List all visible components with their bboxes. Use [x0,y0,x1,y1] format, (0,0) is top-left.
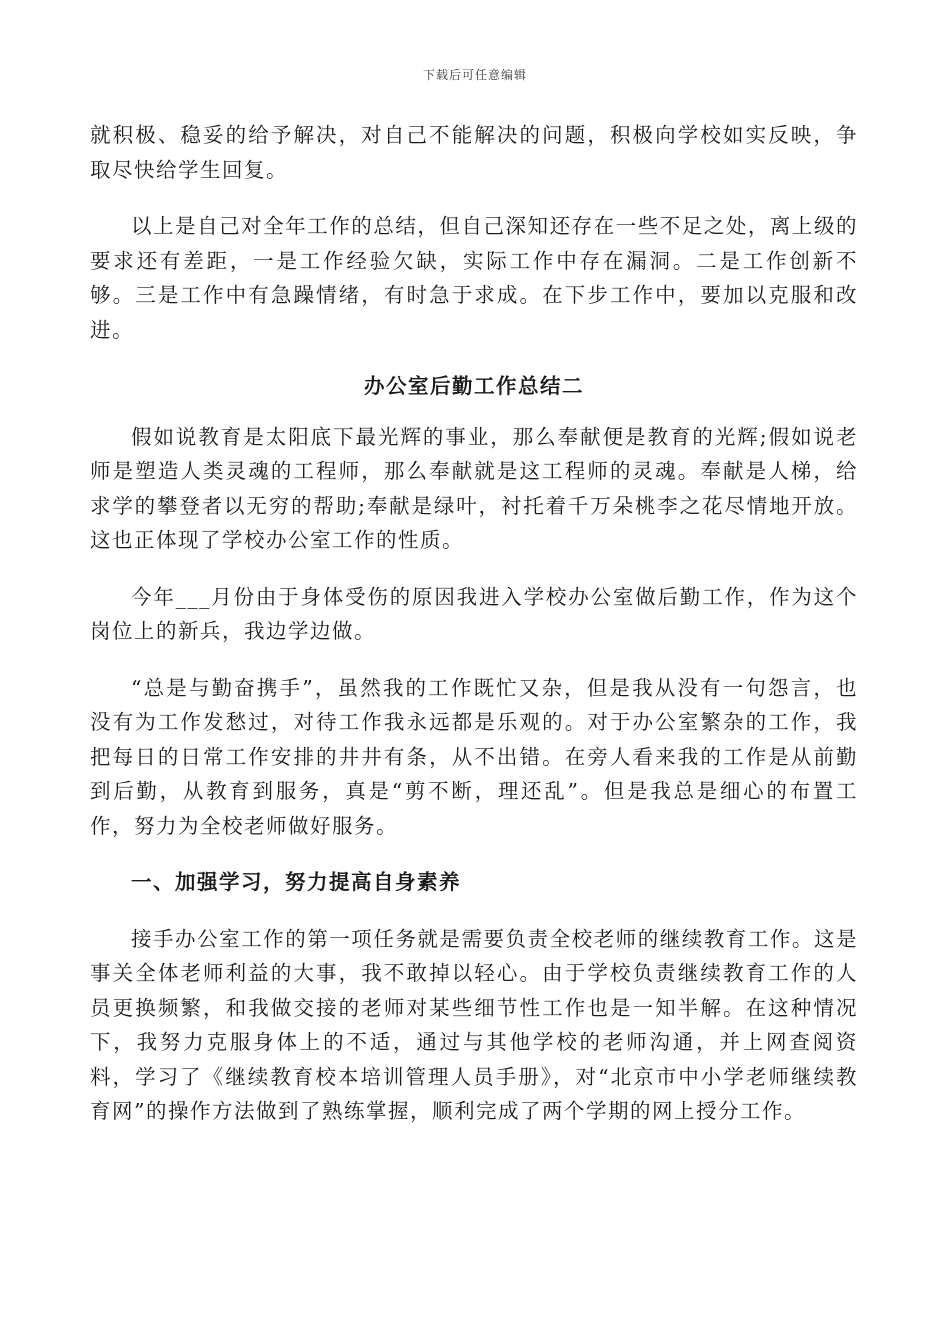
paragraph-continuing-education: 接手办公室工作的第一项任务就是需要负责全校老师的继续教育工作。这是事关全体老师利益的大事，我不敢掉以轻心。由于学校负责继续教育工作的人员更换频繁，和我做交接的老师对某些细节性工作也是一知半解。在这种情况下，我努力克服身体上的不适，通过与其他学校的老师沟通，并上网查阅资料，学习了《继续教育校本培训管理人员手册》，对“北京市中小学老师继续教育网”的操作方法做到了熟练掌握，顺利完成了两个学期的网上授分工作。 [90,926,858,1123]
paragraph-continuation: 就积极、稳妥的给予解决，对自己不能解决的问题，积极向学校如实反映，争取尽快给学生回复。 [90,123,858,182]
subsection-heading: 一、加强学习，努力提高自身素养 [131,870,461,894]
paragraph-joining: 今年___月份由于身体受伤的原因我进入学校办公室做后勤工作，作为这个岗位上的新兵，我边学边做。 [90,584,858,643]
document-body [90,118,858,1129]
section-title: 办公室后勤工作总结二 [364,374,584,398]
page-header: 下载后可任意编辑 [422,68,527,82]
paragraph-summary: 以上是自己对全年工作的总结，但自己深知还存在一些不足之处，离上级的要求还有差距，一是工作经验欠缺，实际工作中存在漏洞。二是工作创新不够。三是工作中有急躁情绪，有时急于求成。在下步工作中，要加以克服和改进。 [90,214,858,342]
paragraph-dedication: 假如说教育是太阳底下最光辉的事业，那么奉献便是教育的光辉;假如说老师是塑造人类灵魂的工程师，那么奉献就是这工程师的灵魂。奉献是人梯，给求学的攀登者以无穷的帮助;奉献是绿叶，衬托着千万朵桃李之花尽情地开放。这也正体现了学校办公室工作的性质。 [90,424,858,552]
paragraph-diligence: “总是与勤奋携手”，虽然我的工作既忙又杂，但是我从没有一句怨言，也没有为工作发愁过，对待工作我永远都是乐观的。对于办公室繁杂的工作，我把每日的日常工作安排的井井有条，从不出错。在旁人看来我的工作是从前勤到后勤，从教育到服务，真是“剪不断，理还乱”。但是我总是细心的布置工作，努力为全校老师做好服务。 [90,675,858,838]
